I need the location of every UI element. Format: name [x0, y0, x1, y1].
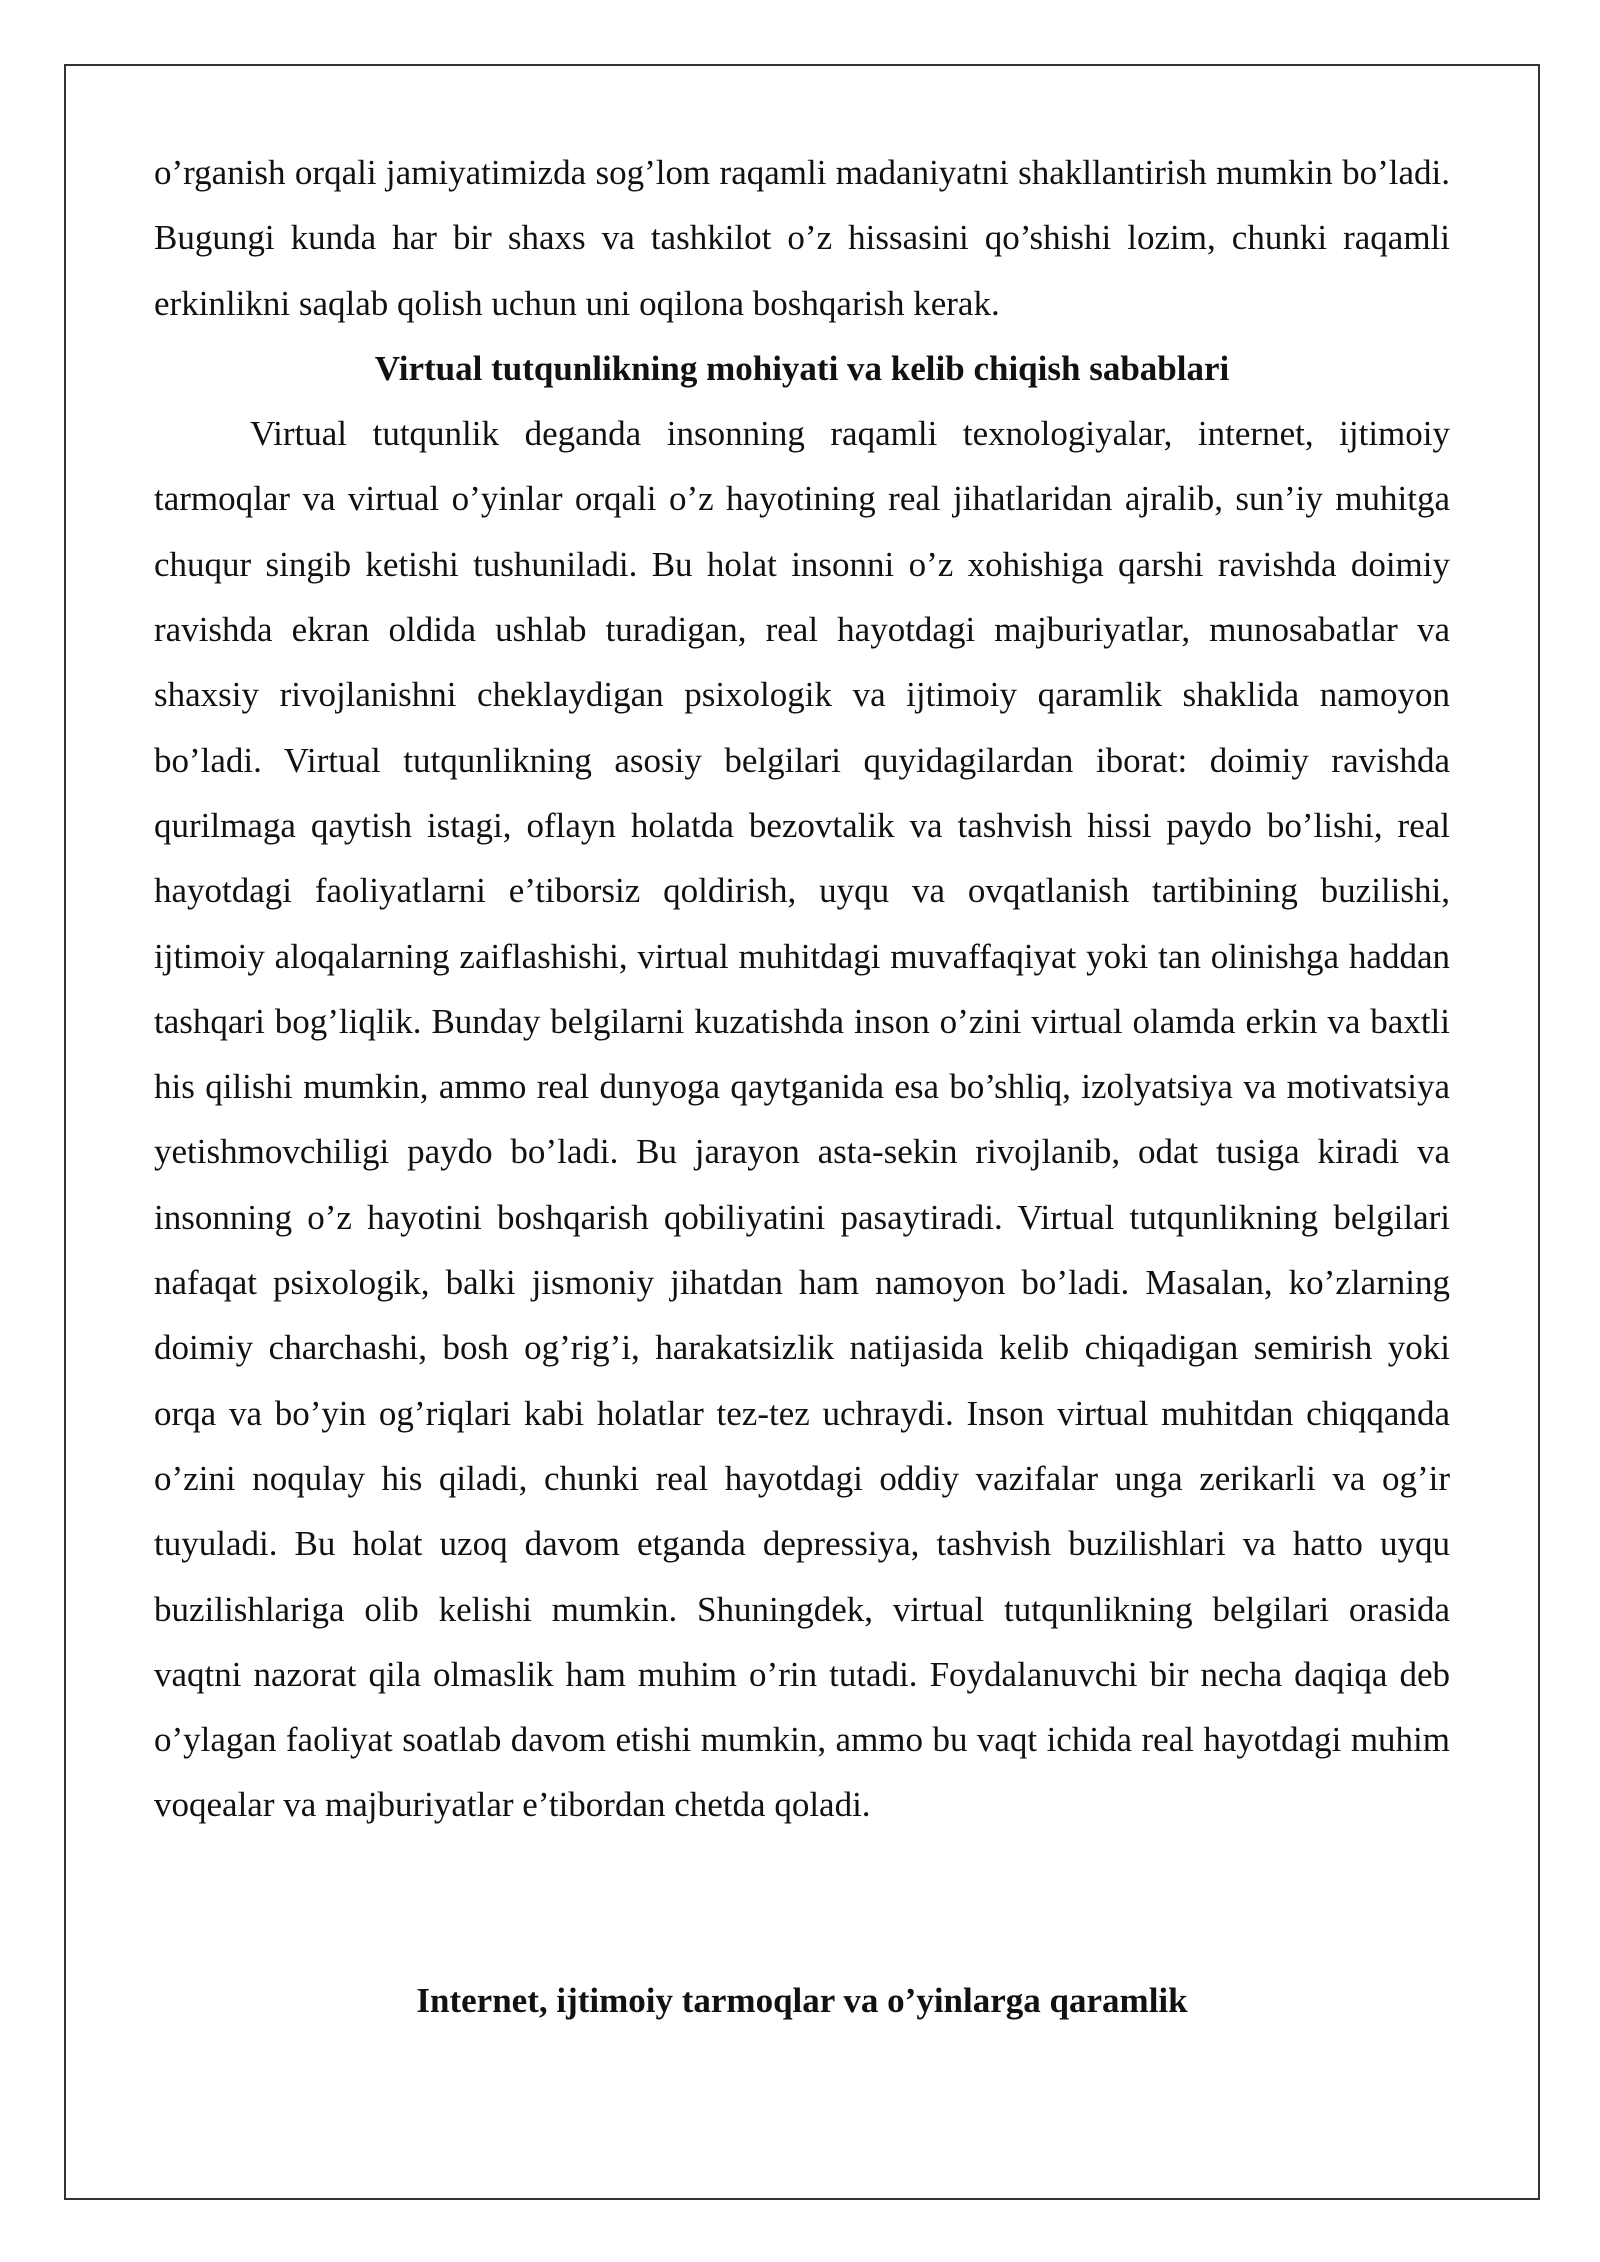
- document-body: [154, 140, 1450, 2033]
- section-heading-internet-addiction: Internet, ijtimoiy tarmoqlar va o’yinlarga qaramlik: [416, 1980, 1188, 2020]
- paragraph-main: Virtual tutqunlik deganda insonning raqamli texnologiyalar, internet, ijtimoiy tarmoqlar va virtual o’yinlar orqali o’z hayotining real jihatlaridan ajralib, sun’iy muhitga chuqur singib ketishi tushuniladi. Bu holat insonni o’z xohishiga qarshi ravishda doimiy ravishda ekran oldida ushlab turadigan, real hayotdagi majburiyatlar, munosabatlar va shaxsiy rivojlanishni cheklaydigan psixologik va ijtimoiy qaramlik shaklida namoyon bo’ladi. Virtual tutqunlikning asosiy belgilari quyidagilardan iborat: doimiy ravishda qurilmaga qaytish istagi, oflayn holatda bezovtalik va tashvish hissi paydo bo’lishi, real hayotdagi faoliyatlarni e’tiborsiz qoldirish, uyqu va ovqatlanish tartibining buzilishi, ijtimoiy aloqalarning zaiflashishi, virtual muhitdagi muvaffaqiyat yoki tan olinishga haddan tashqari bog’liqlik. Bunday belgilarni kuzatishda inson o’zini virtual olamda erkin va baxtli his qilishi mumkin, ammo real dunyoga qaytganida esa bo’shliq, izolyatsiya va motivatsiya yetishmovchiligi paydo bo’ladi. Bu jarayon asta-sekin rivojlanib, odat tusiga kiradi va insonning o’z hayotini boshqarish qobiliyatini pasaytiradi. Virtual tutqunlikning belgilari nafaqat psixologik, balki jismoniy jihatdan ham namoyon bo’ladi. Masalan, ko’zlarning doimiy charchashi, bosh og’rig’i, harakatsizlik natijasida kelib chiqadigan semirish yoki orqa va bo’yin og’riqlari kabi holatlar tez-tez uchraydi. Inson virtual muhitdan chiqqanda o’zini noqulay his qiladi, chunki real hayotdagi oddiy vazifalar unga zerikarli va og’ir tuyuladi. Bu holat uzoq davom etganda depressiya, tashvish buzilishlari va hatto uyqu buzilishlariga olib kelishi mumkin. Shuningdek, virtual tutqunlikning belgilari orasida vaqtni nazorat qila olmaslik ham muhim o’rin tutadi. Foydalanuvchi bir necha daqiqa deb o’ylagan faoliyat soatlab davom etishi mumkin, ammo bu vaqt ichida real hayotdagi muhim voqealar va majburiyatlar e’tibordan chetda qoladi.: [154, 414, 1450, 1825]
- section-heading-virtual-captivity: Virtual tutqunlikning mohiyati va kelib chiqish sabablari: [374, 348, 1230, 388]
- paragraph-continued: o’rganish orqali jamiyatimizda sog’lom raqamli madaniyatni shakllantirish mumkin bo’ladi. Bugungi kunda har bir shaxs va tashkilot o’z hissasini qo’shishi lozim, chunki raqamli erkinlikni saqlab qolish uchun uni oqilona boshqarish kerak.: [154, 153, 1450, 323]
